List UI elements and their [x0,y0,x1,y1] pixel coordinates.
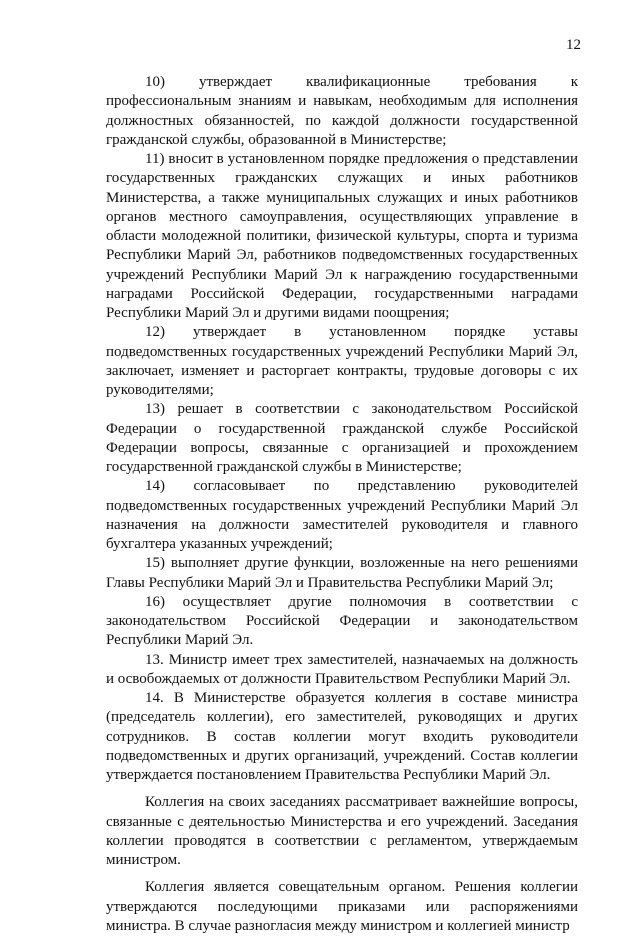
paragraph-item-13: 13) решает в соответствии с законодательством Российской Федерации о государственной гражданской службе Российской Федерации вопросы, связанные с организацией и прохождением государственной гражданской службы в Министерстве; [106,401,578,475]
paragraph-item-10: 10) утверждает квалификационные требования к профессиональным знаниям и навыкам, необходимым для исполнения должностных обязанностей, по каждой должности государственной гражданской службы, образованной в Министерстве; [106,74,578,148]
paragraph-item-15: 15) выполняет другие функции, возложенные на него решениями Главы Республики Марий Эл и Правительства Республики Марий Эл; [106,555,578,591]
paragraph-item-12: 12) утверждает в установленном порядке уставы подведомственных государственных учреждений Республики Марий Эл, заключает, изменяет и расторгает контракты, трудовые договоры с их руководителями; [106,324,578,398]
paragraph-item-14: 14) согласовывает по представлению руководителей подведомственных государственных учреждений Республики Марий Эл назначения на должности заместителей руководителя и главного бухгалтера указанных учреждений; [106,478,578,552]
paragraph-collegium-decisions: Коллегия является совещательным органом. Решения коллегии утверждаются последующими приказами или распоряжениями министра. В случае разногласия между министром и коллегией министр [106,879,578,934]
paragraph-section-13: 13. Министр имеет трех заместителей, назначаемых на должность и освобождаемых от должности Правительством Республики Марий Эл. [106,651,578,687]
paragraph-section-14: 14. В Министерстве образуется коллегия в составе министра (председатель коллегии), его заместителей, руководящих и других сотрудников. В состав коллегии могут входить руководители подведомственных и других организаций, учреждений. Состав коллегии утверждается постановлением Правительства Республики Марий Эл. [106,690,578,783]
paragraph-item-11: 11) вносит в установленном порядке предложения о представлении государственных гражданских служащих и иных работников Министерства, а также муниципальных служащих и иных работников органов местного самоуправления, осуществляющих управление в области молодежной политики, физической культуры, спорта и туризма Республики Марий Эл, работников подведомственных государственных учреждений Республики Марий Эл к награждению государственными наградами Российской Федерации, государственными наградами Республики Марий Эл и другими видами поощрения; [106,151,578,321]
document-body [106,73,578,936]
paragraph-item-16: 16) осуществляет другие полномочия в соответствии с законодательством Российской Федерации и законодательством Республики Марий Эл. [106,593,578,649]
paragraph-collegium-meetings: Коллегия на своих заседаниях рассматривает важнейшие вопросы, связанные с деятельностью Министерства и его учреждений. Заседания коллегии проводятся в соответствии с регламентом, утверждаемым министром. [106,794,578,868]
page-number: 12 [566,37,581,53]
